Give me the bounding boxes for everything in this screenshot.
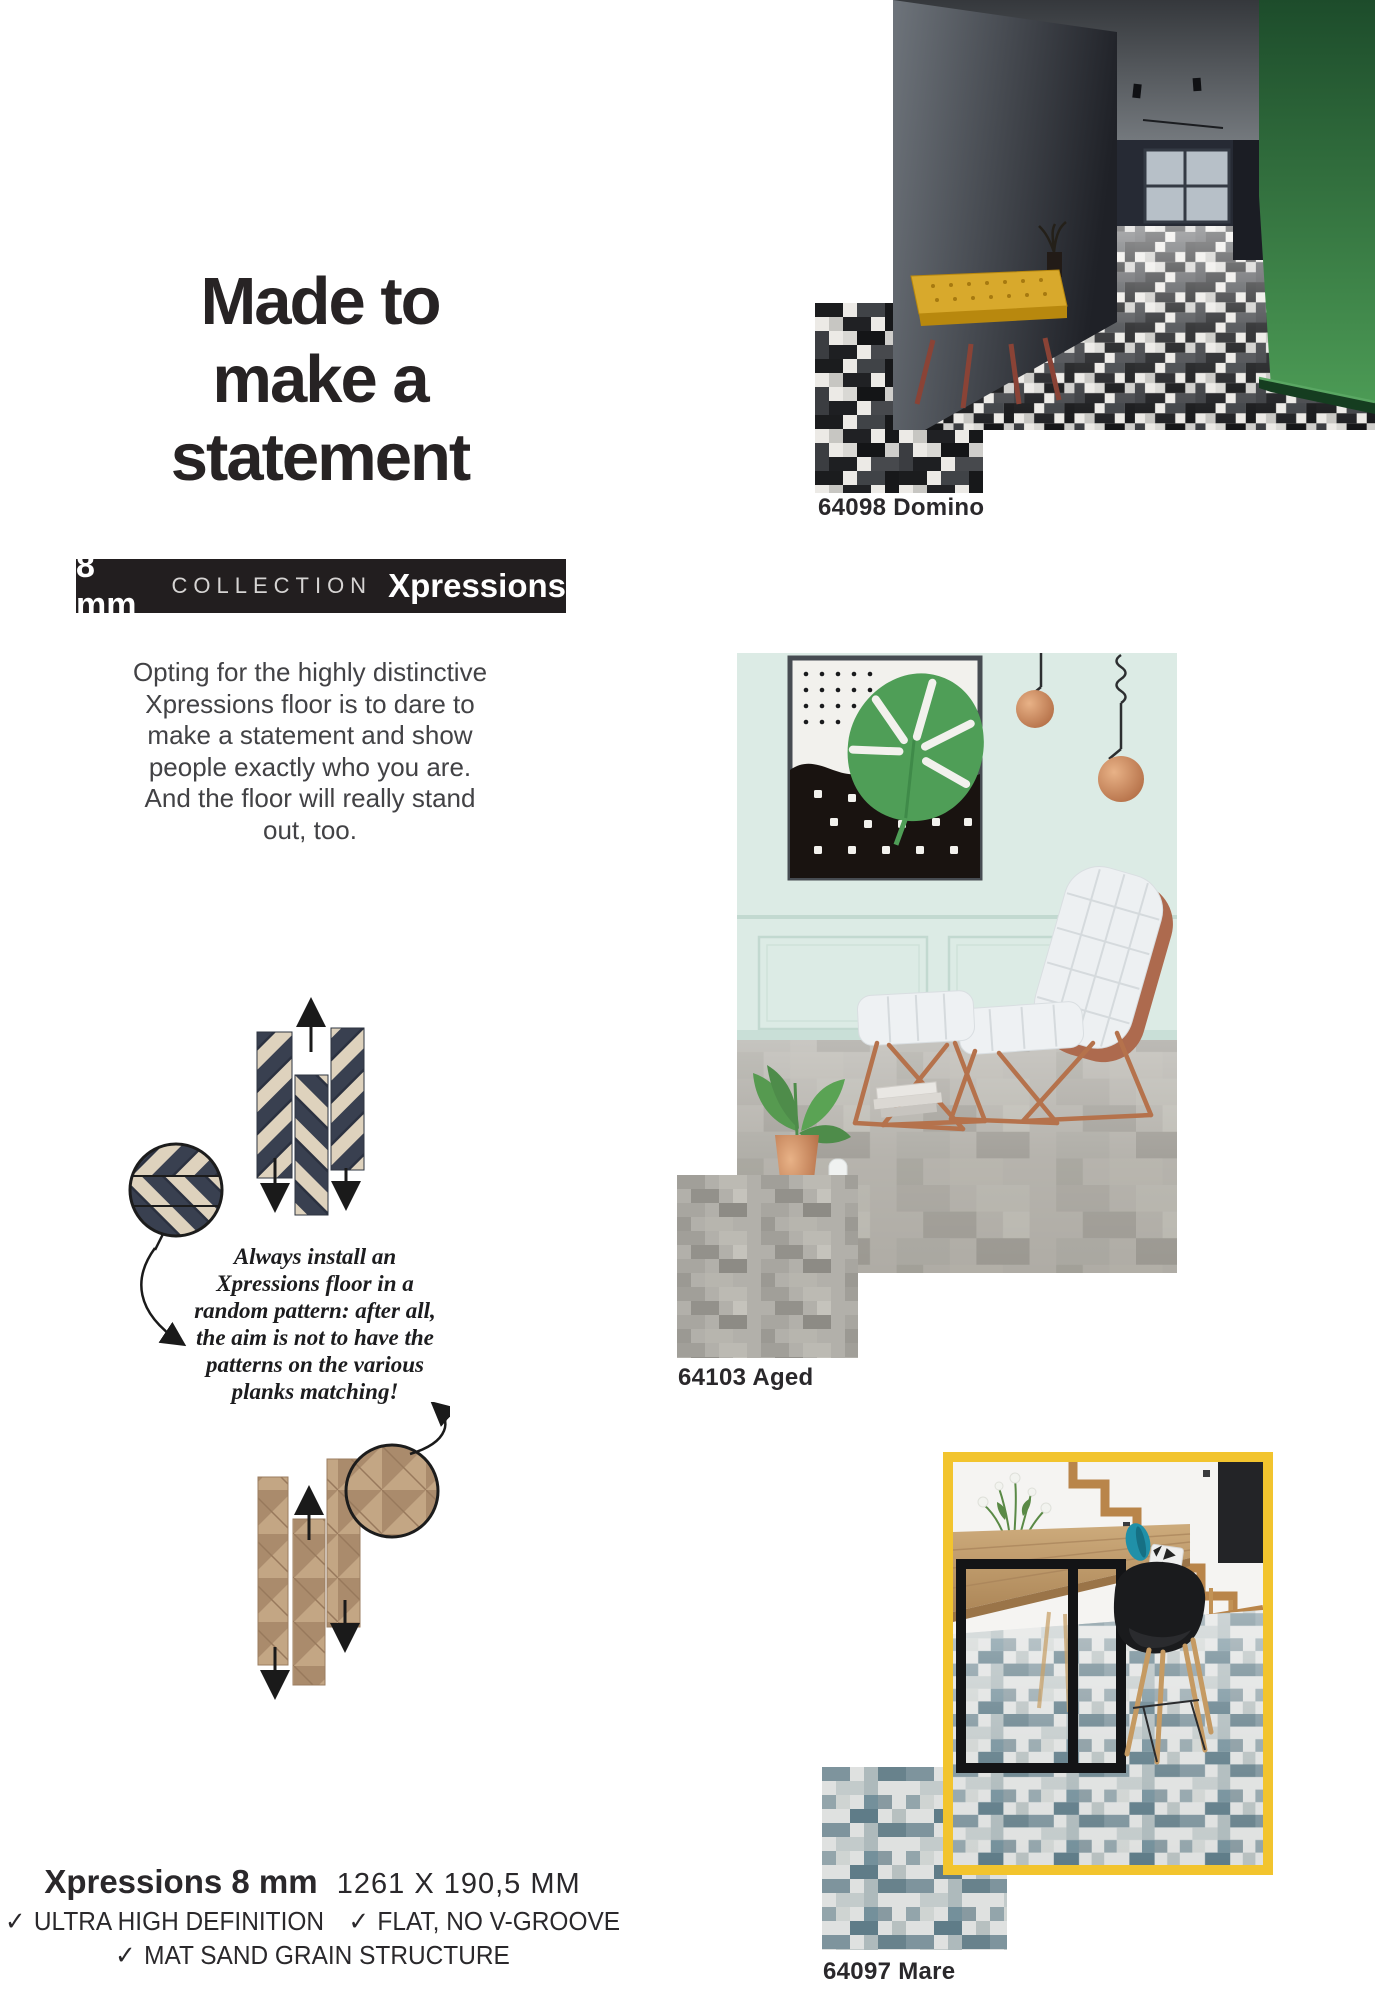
intro-line: make a statement and show [147, 720, 473, 750]
spec-title-line [40, 1862, 585, 1904]
check-icon: ✓ [115, 1940, 136, 1970]
product-photo-domino [893, 0, 1375, 430]
note-line: Always install an [233, 1244, 397, 1269]
wood-plank [293, 1519, 325, 1685]
product-caption-aged: 64103 Aged [678, 1364, 814, 1391]
note-line: planks matching! [231, 1379, 399, 1404]
collection-banner [76, 547, 566, 624]
chevron-plank [331, 1028, 364, 1170]
feature-item [5, 1904, 324, 1938]
product-specs [4, 1862, 621, 1972]
check-icon: ✓ [348, 1906, 369, 1936]
intro-line: people exactly who you are. [148, 751, 472, 782]
product-caption-domino: 64098 Domino [818, 494, 985, 521]
spec-product-name: Xpressions 8 mm [44, 1863, 318, 1900]
page-title-line: statement [170, 419, 470, 495]
intro-line: And the floor will really stand [144, 783, 476, 813]
page-title-line: Made to [200, 263, 440, 339]
page-title [100, 263, 540, 497]
spec-feature-line [56, 1938, 568, 1972]
feature-label: MAT SAND GRAIN STRUCTURE [144, 1940, 510, 1970]
wall-art [790, 658, 997, 878]
note-line: patterns on the various [206, 1352, 424, 1377]
patchwork-floor [953, 1610, 1263, 1865]
magnifier-circle [346, 1445, 438, 1537]
note-line: Xpressions floor in a [216, 1271, 414, 1296]
note-line: random pattern: after all, [194, 1298, 436, 1323]
wall-socket [1203, 1470, 1210, 1477]
banner-collection-name: Xpressions [388, 567, 566, 604]
intro-line: Opting for the highly distinctive [132, 657, 488, 687]
wood-plank [258, 1477, 288, 1665]
feature-item [348, 1904, 620, 1938]
installation-note [170, 1243, 460, 1405]
spec-feature-line [4, 1904, 621, 1938]
green-wall [1259, 0, 1375, 404]
herringbone-install-diagram [250, 1402, 450, 1702]
product-photo-mare [943, 1452, 1273, 1875]
feature-item [115, 1938, 510, 1972]
banner-thickness: 8 mm [76, 547, 137, 624]
feature-label: ULTRA HIGH DEFINITION [33, 1906, 325, 1936]
magnifier-circle [125, 1144, 227, 1250]
intro-line: Xpressions floor is to dare to [145, 688, 475, 719]
intro-paragraph [120, 657, 500, 846]
product-caption-mare: 64097 Mare [823, 1958, 956, 1985]
banner-collection-label: COLLECTION [171, 573, 373, 598]
swatch-aged [677, 1175, 858, 1358]
curved-arrow-icon [410, 1406, 445, 1454]
note-line: the aim is not to have the [196, 1325, 434, 1350]
spec-dimensions: 1261 X 190,5 MM [336, 1868, 581, 1900]
check-icon: ✓ [4, 1906, 26, 1936]
dark-corner [1218, 1462, 1263, 1563]
intro-line: out, too. [263, 814, 357, 845]
feature-label: FLAT, NO V-GROOVE [377, 1906, 621, 1936]
chevron-plank [257, 1032, 292, 1178]
chevron-plank [295, 1075, 328, 1215]
page-title-line: make a [212, 341, 428, 417]
